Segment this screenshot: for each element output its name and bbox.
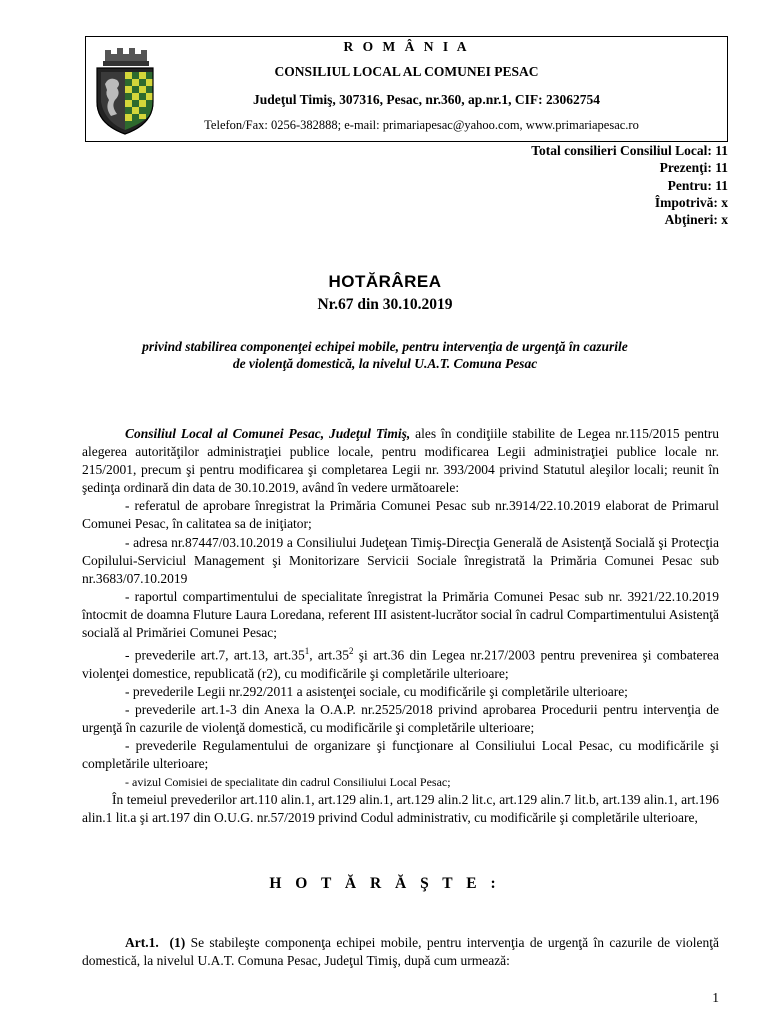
- page-number: 1: [712, 990, 719, 1005]
- legal-basis: În temeiul prevederilor art.110 alin.1, art.129 alin.1, art.129 alin.2 lit.c, art.129 alin.7 lit.b, art.139 alin.1, art.196 alin.1 lit.a şi art.197 din O.U.G. nr.57/2019 privind Codul administrativ, cu modificările şi completările ulterioare,: [82, 792, 719, 826]
- council-contact: Telefon/Fax: 0256-382888; e-mail: primariapesac@yahoo.com, www.primariapesac.ro: [204, 118, 639, 132]
- document-title: HOTĂRÂREA: [328, 272, 442, 291]
- subject-line-1: privind stabilirea componenţei echipei mobile, pentru intervenţia de urgenţă în cazurile: [142, 339, 628, 354]
- list-item: - raportul compartimentului de specialitate înregistrat la Primăria Comunei Pesac sub nr. 3921/22.10.2019 întocmit de doamna Fluture Laura Loredana, referent III asistent-lucrător social în cadrul Compartimentului Asistenţă socială al Primăriei Comunei Pesac;: [82, 588, 719, 641]
- list-item: - prevederile Legii nr.292/2011 a asistenţei sociale, cu modificările şi completările ulterioare;: [125, 683, 628, 699]
- list-item: - adresa nr.87447/03.10.2019 a Consiliului Judeţean Timiş-Direcţia Generală de Asistenţă Socială şi Protecţia Copilului-Serviciul Management şi Monitorizare Servicii Sociale înregistrată la Primăria Comunei Pesac sub nr.3683/07.10.2019: [82, 534, 719, 586]
- list-item: - avizul Comisiei de specialitate din cadrul Consiliului Local Pesac;: [125, 775, 451, 790]
- document-subject: [0, 338, 770, 372]
- list-item: - prevederile Regulamentului de organizare şi funcţionare al Consiliului Local Pesac, cu modificările şi completările ulterioare;: [82, 738, 719, 772]
- article-1: [82, 934, 719, 970]
- intro-lead: Consiliul Local al Comunei Pesac, Judeţul Timiş,: [125, 426, 411, 441]
- decides-heading: H O T Ă R Ă Ş T E :: [269, 875, 501, 892]
- council-address: Judeţul Timiş, 307316, Pesac, nr.360, ap.nr.1, CIF: 23062754: [253, 92, 600, 107]
- stat-for: Pentru: 11: [667, 177, 728, 193]
- list-item: - prevederile art.1-3 din Anexa la O.A.P. nr.2525/2018 privind aprobarea Procedurii pentru intervenţia de urgenţă în cazurile de violenţă domestică, cu modificările şi completările ulterioare;: [82, 701, 719, 735]
- article-label: Art.1.: [125, 935, 159, 950]
- document-number: Nr.67 din 30.10.2019: [317, 296, 453, 313]
- paragraph-label: (1): [169, 935, 186, 950]
- article-text: Se stabileşte componenţa echipei mobile, pentru intervenţia de urgenţă în cazurile de violenţă domestică, la nivelul U.A.T. Comuna Pesac, Judeţul Timiş, după cum urmează:: [82, 935, 720, 969]
- intro-paragraph: [82, 425, 719, 497]
- item4-part-b: , art.35: [309, 647, 349, 663]
- country-name: R O M Â N I A: [343, 39, 470, 54]
- stat-against: Împotrivă: x: [654, 194, 728, 210]
- vote-stats: [531, 142, 728, 228]
- subject-line-2: de violenţă domestică, la nivelul U.A.T. Comuna Pesac: [232, 356, 538, 371]
- superscript: 2: [349, 646, 354, 657]
- document-body: [82, 425, 719, 828]
- item4-part-c: şi art.36 din Legea nr.217/2003 pentru prevenirea şi combaterea violenţei domestice, republicată (r2), cu modificările şi completările ulterioare;: [82, 647, 719, 681]
- stat-abstain: Abţineri: x: [664, 212, 728, 228]
- stat-total: Total consilieri Consiliul Local: 11: [531, 143, 728, 158]
- superscript: 1: [304, 646, 310, 657]
- council-name: CONSILIUL LOCAL AL COMUNEI PESAC: [274, 64, 539, 79]
- letterhead: [85, 36, 728, 142]
- item4-part-a: - prevederile art.7, art.13, art.35: [125, 647, 305, 663]
- intro-rest: ales în condiţiile stabilite de Legea nr.115/2015 pentru alegerea autorităţilor administraţiei publice locale, pentru modificarea Legii administraţiei publice locale nr. 215/2001, precum şi pentru modificarea şi completarea Legii nr. 393/2004 privind Statutul aleşilor locali; reunit în şedinţa ordinară din data de 30.10.2019, având în vedere următoarele:: [82, 426, 720, 496]
- list-item: [82, 642, 719, 683]
- stat-present: Prezenţi: 11: [659, 160, 728, 176]
- list-item: - referatul de aprobare înregistrat la Primăria Comunei Pesac sub nr.3914/22.10.2019 elaborat de Primarul Comunei Pesac, în calitatea sa de iniţiator;: [82, 498, 719, 532]
